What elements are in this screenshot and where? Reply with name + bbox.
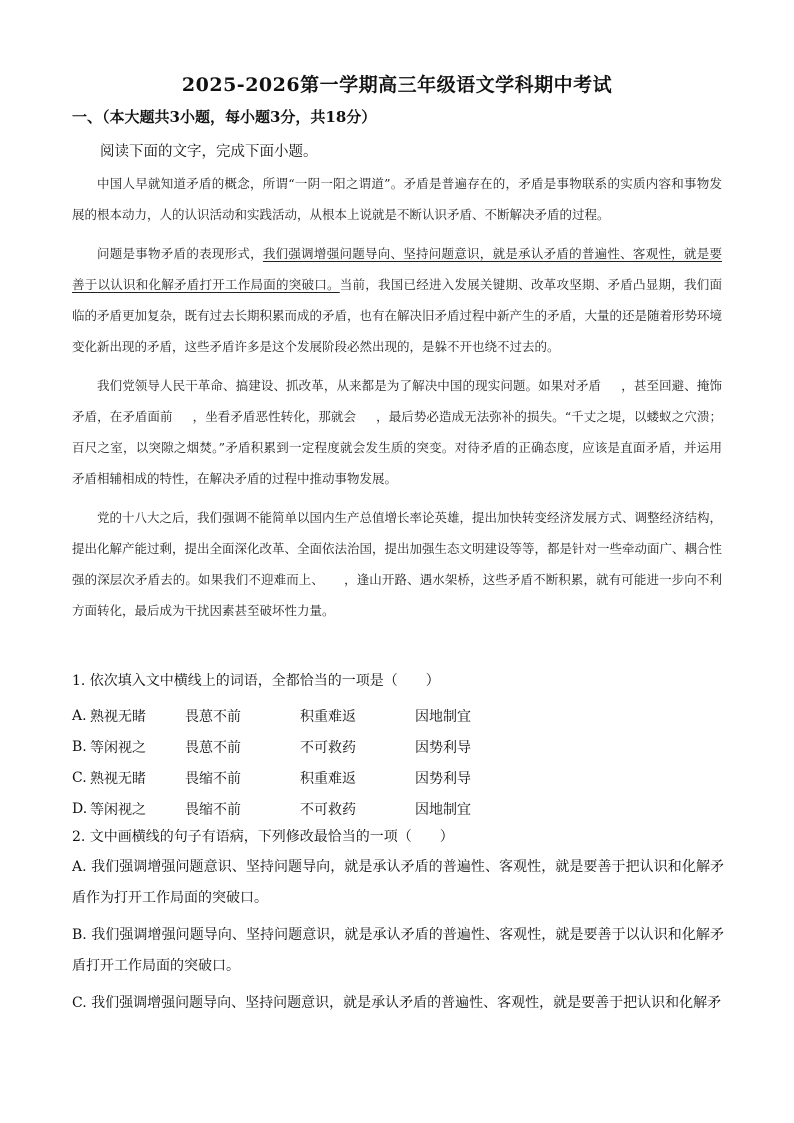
- exam-title: 2025-2026第一学期高三年级语文学科期中考试: [181, 74, 613, 96]
- option-word: 畏缩不前: [185, 770, 241, 787]
- passage-paragraph-2: [72, 238, 722, 362]
- option-word: 积重难返: [300, 708, 356, 725]
- option-word: 等闲视之: [90, 801, 146, 818]
- passage-text: ，甚至回避、掩饰矛盾，在矛盾面前: [72, 378, 722, 424]
- option-key: A.: [72, 859, 87, 875]
- question-2-options: [72, 852, 724, 1025]
- option-word: 因势利导: [415, 739, 471, 756]
- option-word: 畏缩不前: [185, 801, 241, 818]
- question-2-stem: 2. 文中画横线的句子有语病，下列修改最恰当的一项（ ）: [72, 829, 454, 845]
- option-key: B.: [72, 927, 87, 943]
- passage-text: ，最后势必造成无法弥补的损失。“千丈之堤，以蝼蚁之穴溃；百尺之室，以突隙之烟焚。”矛盾积累到一定程度就会发生质的突变。对待矛盾的正确态度，应该是直面矛盾，并运用矛盾相辅相成的特性，在解决矛盾的过程中推动事物发展。: [72, 409, 722, 486]
- passage-text: 党的十八大之后，我们强调不能简单以国内生产总值增长率论英雄，提出加快转变经济发展方式、调整经济结构，提出化解产能过剩，提出全面深化改革、全面依法治国，提出加强生态文明建设等等，都是针对一些牵动面广、耦合性强的深层次矛盾去的。如果我们不迎难而上、: [72, 510, 723, 587]
- reading-instructions: 阅读下面的文字，完成下面小题。: [100, 144, 318, 160]
- passage-paragraph-4: [72, 502, 722, 626]
- answer-option-b: [72, 920, 724, 982]
- passage-text: ，逢山开路、遇水架桥，这些矛盾不断积累，就有可能进一步向不利方面转化，最后成为干扰因素甚至破坏: [72, 572, 722, 618]
- passage-paragraph-1: 中国人早就知道矛盾的概念，所谓“一阴一阳之谓道”。矛盾是普遍存在的，矛盾是事物联系的实质内容和事物发展的根本动力，人的认识活动和实践活动，从根本上说就是不断认识矛盾、不断解决矛盾的过程。: [72, 176, 722, 222]
- option-word: 因地制宜: [415, 801, 471, 818]
- option-text: 我们强调增强问题导向、坚持问题意识，就是承认矛盾的普遍性、客观性，就是要善于以认识和化解矛盾打开工作局面的突破口。: [72, 927, 724, 974]
- option-word: 等闲视之: [90, 739, 146, 756]
- option-word: 积重难返: [300, 770, 356, 787]
- passage-text: 性力量。: [284, 603, 335, 618]
- question-1-stem: 1. 依次填入文中横线上的词语，全都恰当的一项是（ ）: [72, 673, 440, 689]
- passage-text: 问题是事物矛盾的表现形式，: [97, 246, 263, 261]
- option-key: C.: [72, 769, 87, 786]
- option-row-b: [72, 731, 530, 762]
- option-word: 因地制宜: [415, 708, 471, 725]
- reading-passage: [72, 168, 722, 626]
- section-heading: 一、（本大题共3小题，每小题3分，共18分）: [72, 108, 377, 126]
- option-key: B.: [72, 738, 87, 755]
- option-word: 畏葸不前: [185, 739, 241, 756]
- question-1-options: [72, 700, 530, 824]
- answer-option-c: [72, 988, 724, 1019]
- passage-text: 当前，我国已经进入发展关键期、改革攻坚期、矛盾凸显期，我们面临的矛盾更加复杂，既有过去长期积累而成的矛盾，也有在解决旧矛盾过程中新产生的矛盾，大量的还是随着形势环境变化新出现的矛盾，这些矛盾许多是这个发展阶段必然出现的，是躲不开也绕不过去的。: [72, 277, 723, 354]
- passage-text: ，坐看矛盾恶性转化，那就会: [192, 409, 357, 424]
- answer-option-a: [72, 852, 724, 914]
- option-word: 不可救药: [300, 739, 356, 756]
- option-text: 我们强调增强问题导向、坚持问题意识，就是承认矛盾的普遍性、客观性，就是要善于把认识和化解矛: [91, 995, 722, 1011]
- option-key: D.: [72, 800, 88, 817]
- passage-text: 我们党领导人民干革命、搞建设、抓改革，从来都是为了解决中国的现实问题。如果对矛盾: [97, 378, 602, 393]
- option-row-c: [72, 762, 530, 793]
- option-row-a: [72, 700, 530, 731]
- option-word: 畏葸不前: [185, 708, 241, 725]
- underlined-sentence: 我们强调增强问题导向、坚持问题意识，就是承认矛盾的普遍性、客观性，就是要善于以认识和化解矛盾打开工作局面的突破口。: [72, 246, 722, 292]
- option-word: 不可救药: [300, 801, 356, 818]
- option-word: 因势利导: [415, 770, 471, 787]
- option-word: 熟视无睹: [90, 770, 146, 787]
- option-key: C.: [72, 995, 87, 1011]
- option-row-d: [72, 793, 530, 824]
- option-key: A.: [72, 707, 87, 724]
- passage-paragraph-3: [72, 370, 722, 494]
- option-word: 熟视无睹: [90, 708, 146, 725]
- option-text: 我们强调增强问题意识、坚持问题导向，就是承认矛盾的普遍性、客观性，就是要善于把认识和化解矛盾作为打开工作局面的突破口。: [72, 859, 725, 906]
